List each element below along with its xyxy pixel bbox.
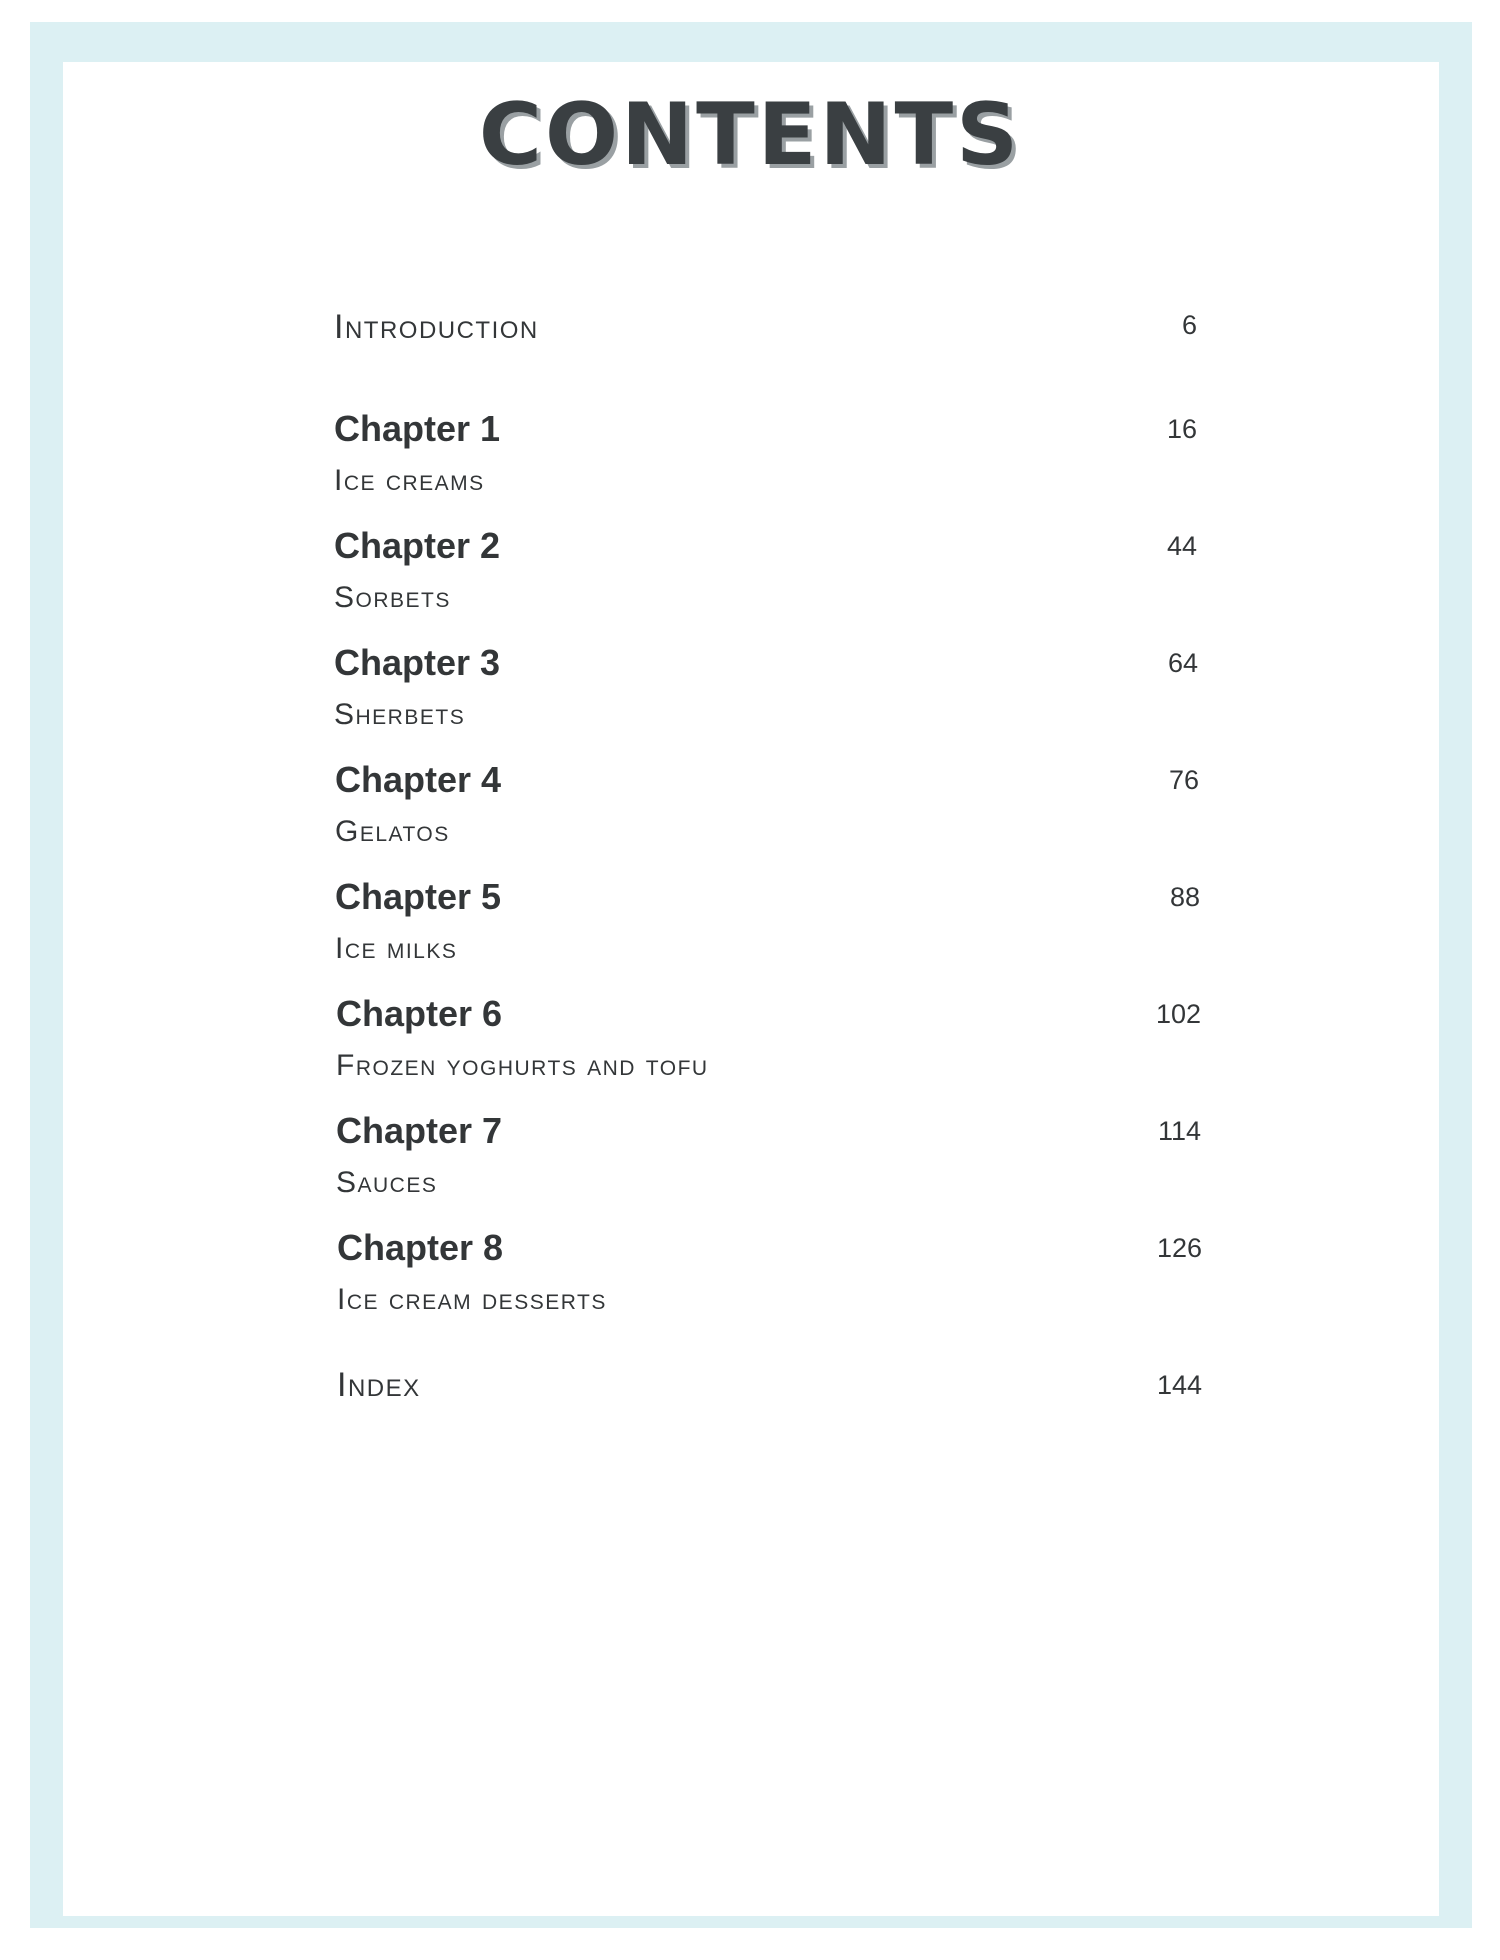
toc-chapter-page: 44 (1166, 531, 1197, 561)
toc-chapter-page: 126 (1156, 1233, 1202, 1263)
toc-chapter-label: Chapter 2 (334, 525, 501, 566)
toc-chapter-title: Sherbets (334, 698, 466, 731)
toc-introduction-page: 6 (1181, 310, 1197, 340)
toc-chapter-title: Ice cream desserts (337, 1283, 607, 1316)
toc-chapter-label: Chapter 6 (336, 993, 503, 1034)
toc-chapter-label: Chapter 3 (334, 642, 501, 683)
toc-chapter-title: Ice creams (334, 464, 485, 497)
toc-chapter-title: Sorbets (334, 581, 451, 614)
toc-chapter-label: Chapter 8 (337, 1227, 504, 1268)
toc-chapter-title: Gelatos (335, 815, 450, 848)
toc-chapter-label: Chapter 7 (336, 1110, 503, 1151)
toc-chapter-page: 16 (1166, 414, 1197, 444)
toc-chapter-label: Chapter 1 (334, 408, 501, 449)
toc-chapter-title: Ice milks (335, 932, 458, 965)
toc-chapter-page: 102 (1155, 999, 1201, 1029)
toc-chapter-label: Chapter 4 (335, 759, 502, 800)
toc-index-page: 144 (1156, 1370, 1202, 1400)
toc-chapter-title: Frozen yoghurts and tofu (336, 1049, 709, 1082)
page-title: CONTENTS (478, 85, 1022, 185)
toc-chapter-title: Sauces (336, 1166, 438, 1199)
toc-chapter-page: 64 (1167, 648, 1198, 678)
toc-chapter-page: 88 (1169, 882, 1200, 912)
page-border (30, 22, 1472, 1928)
toc-introduction-label: Introduction (334, 308, 539, 346)
toc-chapter-page: 76 (1168, 765, 1199, 795)
toc-chapter-label: Chapter 5 (335, 876, 502, 917)
toc-index-label: Index (337, 1366, 421, 1404)
toc-chapter-page: 114 (1157, 1116, 1201, 1146)
